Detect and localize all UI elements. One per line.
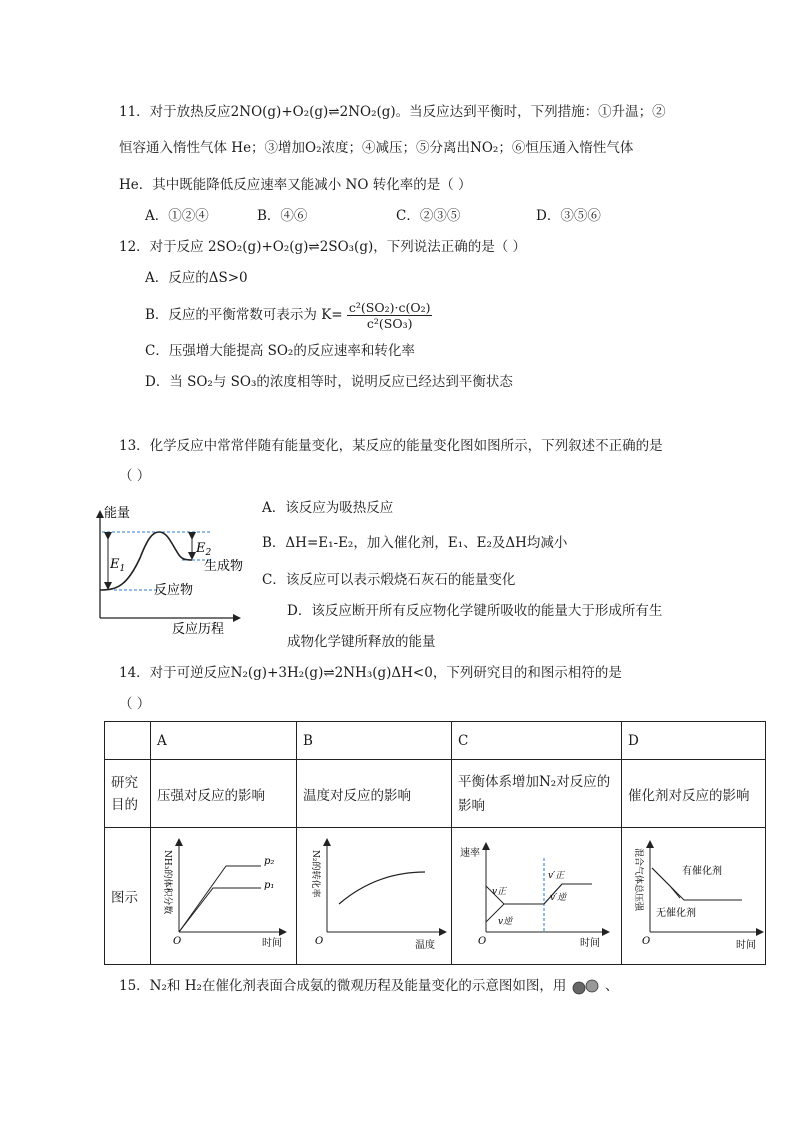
- diagram-ylabel: 能量: [104, 506, 131, 521]
- equilibrium-constant-fraction: [347, 300, 433, 331]
- q11-stem-line3: He．其中既能降低反应速率又能减小 NO 转化率的是（ ）: [119, 177, 472, 193]
- e2-label: $E_2$: [196, 541, 212, 558]
- q13-option-c[interactable]: C．该反应可以表示煅烧石灰石的能量变化: [262, 572, 516, 588]
- product-label: 生成物: [204, 559, 244, 574]
- graph-d-origin: O: [642, 936, 651, 947]
- fraction-numerator: c²(SO₂)·c(O₂): [348, 300, 431, 315]
- q14-stem-line1: 14．对于可逆反应N₂(g)+3H₂(g)⇌2NH₃(g)ΔH<0，下列研究目的和图示相符的是: [119, 665, 622, 681]
- graph-b-origin: O: [315, 936, 324, 947]
- without-catalyst-curve: [652, 868, 680, 898]
- curve-p1: [179, 888, 261, 932]
- graph-cell-c: [452, 828, 622, 965]
- table-header-cell: D: [622, 722, 766, 760]
- graph-d-ylabel: 混合气体总压强: [633, 848, 643, 912]
- purpose-cell-b: 温度对反应的影响: [297, 760, 452, 828]
- q13-option-a[interactable]: A．该反应为吸热反应: [262, 500, 394, 516]
- q11-option-c[interactable]: C．②③⑤: [396, 208, 461, 224]
- q15-text: 15．N₂和 H₂在催化剂表面合成氨的微观历程及能量变化的示意图如图，用: [119, 978, 567, 994]
- graph-cell-d: [622, 828, 766, 965]
- reactant-label: 反应物: [154, 583, 194, 598]
- label-p1: p₁: [264, 880, 275, 891]
- purpose-cell-a: 压强对反应的影响: [151, 760, 297, 828]
- graph-a-xlabel: 时间: [262, 938, 282, 949]
- q15-tail: 、: [604, 978, 619, 994]
- label-v-fwd: v正: [492, 887, 507, 897]
- e1-label: $E_1$: [110, 557, 126, 574]
- q11-option-d[interactable]: D．③⑤⑥: [536, 208, 601, 224]
- graph-d: [622, 828, 765, 960]
- diagram-xlabel: 反应历程: [172, 622, 225, 637]
- graph-c: [452, 828, 620, 960]
- q12-option-a[interactable]: A．反应的ΔS>0: [145, 270, 248, 286]
- graph-d-xlabel: 时间: [736, 940, 756, 951]
- label-v-rev-prime: v′逆: [550, 893, 567, 903]
- table-row: [105, 828, 766, 965]
- conversion-curve: [339, 872, 425, 904]
- graph-b: [297, 828, 451, 960]
- q11-option-b[interactable]: B．④⑥: [257, 208, 308, 224]
- graph-c-xlabel: 时间: [580, 938, 600, 949]
- energy-diagram: [92, 500, 252, 640]
- graph-c-origin: O: [478, 936, 487, 947]
- graph-a-ylabel: NH₃的体积分数: [162, 850, 172, 915]
- graph-a-origin: O: [173, 936, 182, 947]
- label-without-catalyst: 无催化剂: [656, 908, 696, 919]
- n2-molecule-icon: [571, 979, 601, 995]
- q14-stem-line2: （ ）: [119, 696, 151, 712]
- table-header-cell: B: [297, 722, 452, 760]
- table-header-cell: C: [452, 722, 622, 760]
- purpose-cell-c: 平衡体系增加N₂对反应的影响: [452, 760, 622, 828]
- graph-b-ylabel: N₂的转化率: [310, 850, 320, 898]
- purpose-cell-d: 催化剂对反应的影响: [622, 760, 766, 828]
- graph-c-ylabel: 速率: [460, 848, 480, 859]
- fraction-denominator: c²(SO₃): [366, 316, 413, 331]
- q12-option-c[interactable]: C．压强增大能提高 SO₂的反应速率和转化率: [145, 343, 415, 359]
- q11-option-a[interactable]: A．①②④: [145, 208, 209, 224]
- curve-p2: [179, 866, 261, 932]
- q11-stem-line2: 恒容通入惰性气体 He；③增加O₂浓度；④减压；⑤分离出NO₂；⑥恒压通入惰性气体: [119, 140, 634, 156]
- table-header-row: [105, 722, 766, 760]
- label-v-fwd-prime: v′正: [548, 871, 565, 881]
- row-label-purpose: 研究目的: [105, 760, 151, 828]
- q14-table: [104, 721, 766, 965]
- label-v-rev: v逆: [498, 917, 513, 927]
- q15-stem: [119, 977, 618, 995]
- q13-stem-line1: 13．化学反应中常常伴随有能量变化，某反应的能量变化图如图所示，下列叙述不正确的是: [119, 438, 663, 454]
- graph-cell-b: [297, 828, 452, 965]
- q13-option-d-line1[interactable]: D．该反应断开所有反应物化学键所吸收的能量大于形成所有生: [287, 603, 663, 619]
- row-label-graph: 图示: [105, 828, 151, 965]
- q13-option-d-line2: 成物化学键所释放的能量: [287, 634, 436, 650]
- q12-option-b-text: B．反应的平衡常数可表示为 K=: [145, 307, 343, 323]
- table-header-cell: [105, 722, 151, 760]
- label-p2: p₂: [264, 856, 275, 867]
- graph-cell-a: [151, 828, 297, 965]
- q12-option-b[interactable]: [145, 300, 432, 331]
- q12-stem: 12．对于反应 2SO₂(g)+O₂(g)⇌2SO₃(g)，下列说法正确的是（ ）: [119, 239, 527, 255]
- q13-option-b[interactable]: B．ΔH=E₁-E₂，加入催化剂，E₁、E₂及ΔH均减小: [262, 535, 568, 551]
- graph-a: [151, 828, 296, 960]
- table-row: [105, 760, 766, 828]
- q11-stem-line1: 11．对于放热反应2NO(g)+O₂(g)⇌2NO₂(g)。当反应达到平衡时，下列措施：①升温；②: [119, 104, 666, 120]
- label-with-catalyst: 有催化剂: [682, 866, 722, 877]
- table-header-cell: A: [151, 722, 297, 760]
- graph-b-xlabel: 温度: [415, 940, 435, 951]
- q13-stem-line2: （ ）: [119, 468, 151, 484]
- q12-option-d[interactable]: D．当 SO₂与 SO₃的浓度相等时，说明反应已经达到平衡状态: [145, 374, 513, 390]
